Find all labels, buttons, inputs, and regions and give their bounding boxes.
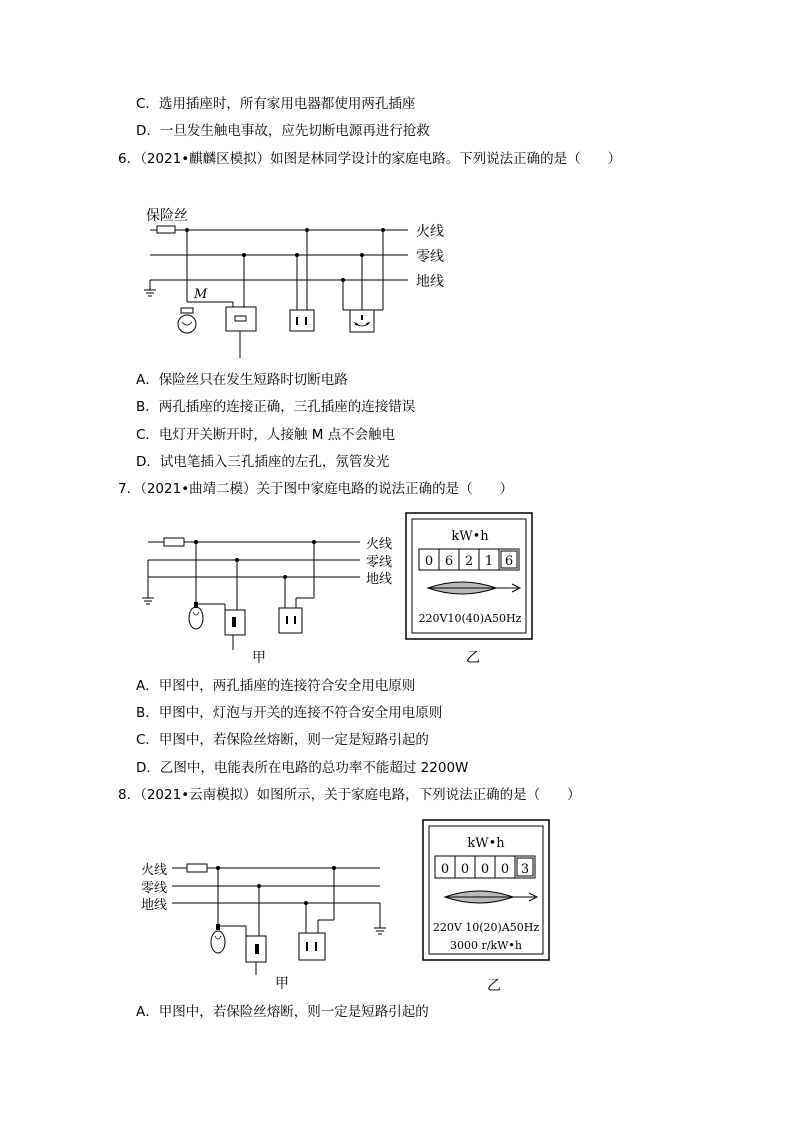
ground-wire-label: 地线	[366, 572, 393, 587]
meter-digit: 3	[520, 862, 530, 877]
figure-caption-b: 乙	[466, 650, 480, 666]
fuse-icon	[187, 864, 207, 872]
q8-option-a: A．甲图中，若保险丝熔断，则一定是短路引起的	[136, 1004, 429, 1020]
live-wire-label: 火线	[416, 224, 444, 240]
fuse-label: 保险丝	[146, 208, 188, 224]
two-hole-socket-icon	[279, 608, 302, 633]
neutral-wire-label: 零线	[141, 881, 168, 896]
ground-wire-label: 地线	[141, 898, 168, 913]
meter-digit: 0	[460, 862, 470, 877]
ground-wire-label: 地线	[416, 274, 444, 290]
q8-circuit-figure	[136, 815, 556, 1000]
lamp-bulb-icon	[189, 607, 203, 629]
q7-option-c: C．甲图中，若保险丝熔断，则一定是短路引起的	[136, 732, 429, 748]
q5-option-d: D．一旦发生触电事故，应先切断电源再进行抢救	[136, 123, 430, 139]
neutral-wire-label: 零线	[416, 249, 444, 265]
meter-unit: kW•h	[451, 529, 489, 544]
meter-digit: 0	[424, 554, 434, 569]
meter-rating: 220V 10(20)A50Hz	[432, 921, 540, 934]
two-hole-socket-icon	[290, 310, 314, 331]
meter-digits	[435, 856, 535, 878]
q8-stem: 8．（2021•云南模拟）如图所示，关于家庭电路，下列说法正确的是（ ）	[118, 787, 581, 803]
two-hole-socket-icon	[299, 933, 325, 960]
q5-option-c: C．选用插座时，所有家用电器都使用两孔插座	[136, 96, 416, 112]
meter-digit: 0	[480, 862, 490, 877]
figure-caption-a: 甲	[275, 976, 289, 992]
switch-icon	[226, 307, 256, 331]
q6-option-b: B．两孔插座的连接正确，三孔插座的连接错误	[136, 399, 416, 415]
neutral-wire-label: 零线	[366, 555, 393, 570]
q6-option-c: C．电灯开关断开时，人接触 M 点不会触电	[136, 427, 396, 443]
meter-digit: 0	[440, 862, 450, 877]
meter-digit: 6	[444, 554, 454, 569]
fuse-icon	[157, 226, 175, 233]
q6-stem: 6．（2021•麒麟区模拟）如图是林同学设计的家庭电路。下列说法正确的是（ ）	[118, 151, 622, 167]
q6-option-d: D．试电笔插入三孔插座的左孔，氖管发光	[136, 454, 390, 470]
meter-digit: 6	[504, 554, 514, 569]
q7-option-a: A．甲图中，两孔插座的连接符合安全用电原则	[136, 678, 416, 694]
q6-circuit-figure	[136, 195, 456, 370]
live-wire-label: 火线	[366, 537, 393, 552]
meter-digit: 1	[484, 554, 494, 569]
meter-digit: 2	[464, 554, 474, 569]
q6-option-a: A．保险丝只在发生短路时切断电路	[136, 372, 348, 388]
q7-option-b: B．甲图中，灯泡与开关的连接不符合安全用电原则	[136, 705, 443, 721]
q7-circuit-figure	[136, 510, 536, 670]
meter-rating: 220V10(40)A50Hz	[418, 612, 522, 625]
three-hole-socket-icon	[350, 310, 374, 332]
q7-option-d: D．乙图中，电能表所在电路的总功率不能超过 2200W	[136, 760, 469, 776]
live-wire-label: 火线	[141, 863, 168, 878]
meter-digit: 0	[500, 862, 510, 877]
meter-unit: kW•h	[467, 836, 505, 851]
fuse-icon	[164, 538, 184, 546]
point-m-label: M	[194, 287, 208, 302]
q7-stem: 7．（2021•曲靖二模）关于图中家庭电路的说法正确的是（ ）	[118, 481, 514, 497]
figure-caption-a: 甲	[252, 650, 266, 666]
meter-digits	[419, 549, 519, 570]
lamp-bulb-icon	[211, 931, 225, 953]
meter-constant: 3000 r/kW•h	[450, 939, 522, 952]
figure-caption-b: 乙	[487, 978, 501, 994]
lamp-bulb-icon	[178, 315, 196, 333]
